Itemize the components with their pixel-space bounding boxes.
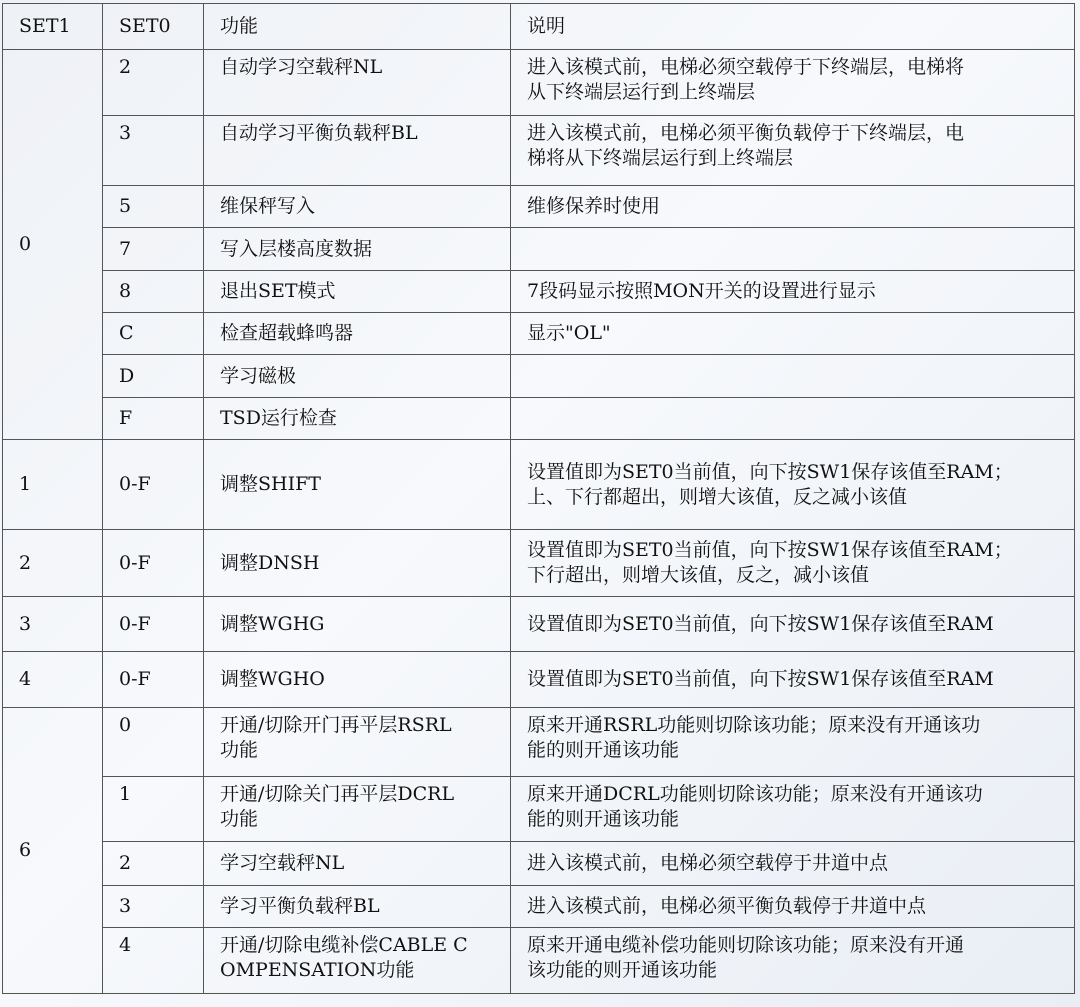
table-row <box>3 842 1075 886</box>
table-row <box>3 440 1075 530</box>
cell-set0: 8 <box>103 271 204 313</box>
header-set0: SET0 <box>103 4 204 50</box>
cell-description: 设置值即为SET0当前值，向下按SW1保存该值至RAM； 上、下行都超出，则增大该值，反之减小该值 <box>511 440 1075 530</box>
cell-function: 学习空载秤NL <box>204 842 511 886</box>
cell-set0: 4 <box>103 928 204 994</box>
cell-set0: 0-F <box>103 597 204 652</box>
table-row <box>3 777 1075 842</box>
cell-function: 调整SHIFT <box>204 440 511 530</box>
table-row <box>3 708 1075 777</box>
cell-function: 学习平衡负载秤BL <box>204 886 511 928</box>
cell-set0: 5 <box>103 186 204 228</box>
cell-description: 原来开通RSRL功能则切除该功能；原来没有开通该功 能的则开通该功能 <box>511 708 1075 777</box>
table-row <box>3 186 1075 228</box>
table-header-row <box>3 4 1075 50</box>
cell-function: 调整WGHG <box>204 597 511 652</box>
table-row <box>3 886 1075 928</box>
cell-function: 开通/切除开门再平层RSRL 功能 <box>204 708 511 777</box>
table-row <box>3 530 1075 597</box>
table-row <box>3 597 1075 652</box>
cell-function: 开通/切除关门再平层DCRL 功能 <box>204 777 511 842</box>
cell-function: 自动学习平衡负载秤BL <box>204 116 511 186</box>
cell-function: 调整WGHO <box>204 652 511 708</box>
cell-set1: 2 <box>3 530 103 597</box>
cell-description: 显示"OL" <box>511 313 1075 355</box>
set-function-table <box>2 3 1075 994</box>
cell-set0: 0-F <box>103 530 204 597</box>
table-row <box>3 652 1075 708</box>
cell-set0: F <box>103 398 204 440</box>
cell-set0: 0-F <box>103 652 204 708</box>
header-function: 功能 <box>204 4 511 50</box>
table-row <box>3 355 1075 398</box>
table-row <box>3 313 1075 355</box>
cell-function: 调整DNSH <box>204 530 511 597</box>
cell-set0: 7 <box>103 228 204 271</box>
cell-description <box>511 355 1075 398</box>
table-row <box>3 271 1075 313</box>
cell-function: 退出SET模式 <box>204 271 511 313</box>
cell-function: 写入层楼高度数据 <box>204 228 511 271</box>
header-description: 说明 <box>511 4 1075 50</box>
cell-function: 维保秤写入 <box>204 186 511 228</box>
cell-description: 原来开通DCRL功能则切除该功能；原来没有开通该功 能的则开通该功能 <box>511 777 1075 842</box>
cell-set1: 4 <box>3 652 103 708</box>
cell-set0: 0-F <box>103 440 204 530</box>
cell-set0: 2 <box>103 842 204 886</box>
table-row <box>3 50 1075 116</box>
cell-description <box>511 228 1075 271</box>
cell-description: 设置值即为SET0当前值，向下按SW1保存该值至RAM； 下行超出，则增大该值，反之，减小该值 <box>511 530 1075 597</box>
cell-function: 检查超载蜂鸣器 <box>204 313 511 355</box>
cell-set0: 3 <box>103 116 204 186</box>
cell-function: 学习磁极 <box>204 355 511 398</box>
cell-description: 设置值即为SET0当前值，向下按SW1保存该值至RAM <box>511 597 1075 652</box>
cell-set1: 6 <box>3 708 103 994</box>
cell-set0: 3 <box>103 886 204 928</box>
cell-function: 开通/切除电缆补偿CABLE C OMPENSATION功能 <box>204 928 511 994</box>
cell-set0: C <box>103 313 204 355</box>
cell-set1: 1 <box>3 440 103 530</box>
cell-description: 维修保养时使用 <box>511 186 1075 228</box>
cell-set1: 0 <box>3 50 103 440</box>
table-row <box>3 398 1075 440</box>
table-row <box>3 228 1075 271</box>
cell-description: 原来开通电缆补偿功能则切除该功能；原来没有开通 该功能的则开通该功能 <box>511 928 1075 994</box>
cell-function: TSD运行检查 <box>204 398 511 440</box>
cell-set0: D <box>103 355 204 398</box>
cell-function: 自动学习空载秤NL <box>204 50 511 116</box>
cell-description <box>511 398 1075 440</box>
cell-set0: 2 <box>103 50 204 116</box>
cell-set1: 3 <box>3 597 103 652</box>
cell-description: 进入该模式前，电梯必须平衡负载停于井道中点 <box>511 886 1075 928</box>
cell-description: 进入该模式前，电梯必须空载停于下终端层，电梯将 从下终端层运行到上终端层 <box>511 50 1075 116</box>
cell-set0: 1 <box>103 777 204 842</box>
cell-description: 进入该模式前，电梯必须空载停于井道中点 <box>511 842 1075 886</box>
cell-description: 设置值即为SET0当前值，向下按SW1保存该值至RAM <box>511 652 1075 708</box>
header-set1: SET1 <box>3 4 103 50</box>
table-body <box>3 50 1075 994</box>
cell-set0: 0 <box>103 708 204 777</box>
cell-description: 进入该模式前，电梯必须平衡负载停于下终端层，电 梯将从下终端层运行到上终端层 <box>511 116 1075 186</box>
cell-description: 7段码显示按照MON开关的设置进行显示 <box>511 271 1075 313</box>
table-row <box>3 928 1075 994</box>
table-row <box>3 116 1075 186</box>
